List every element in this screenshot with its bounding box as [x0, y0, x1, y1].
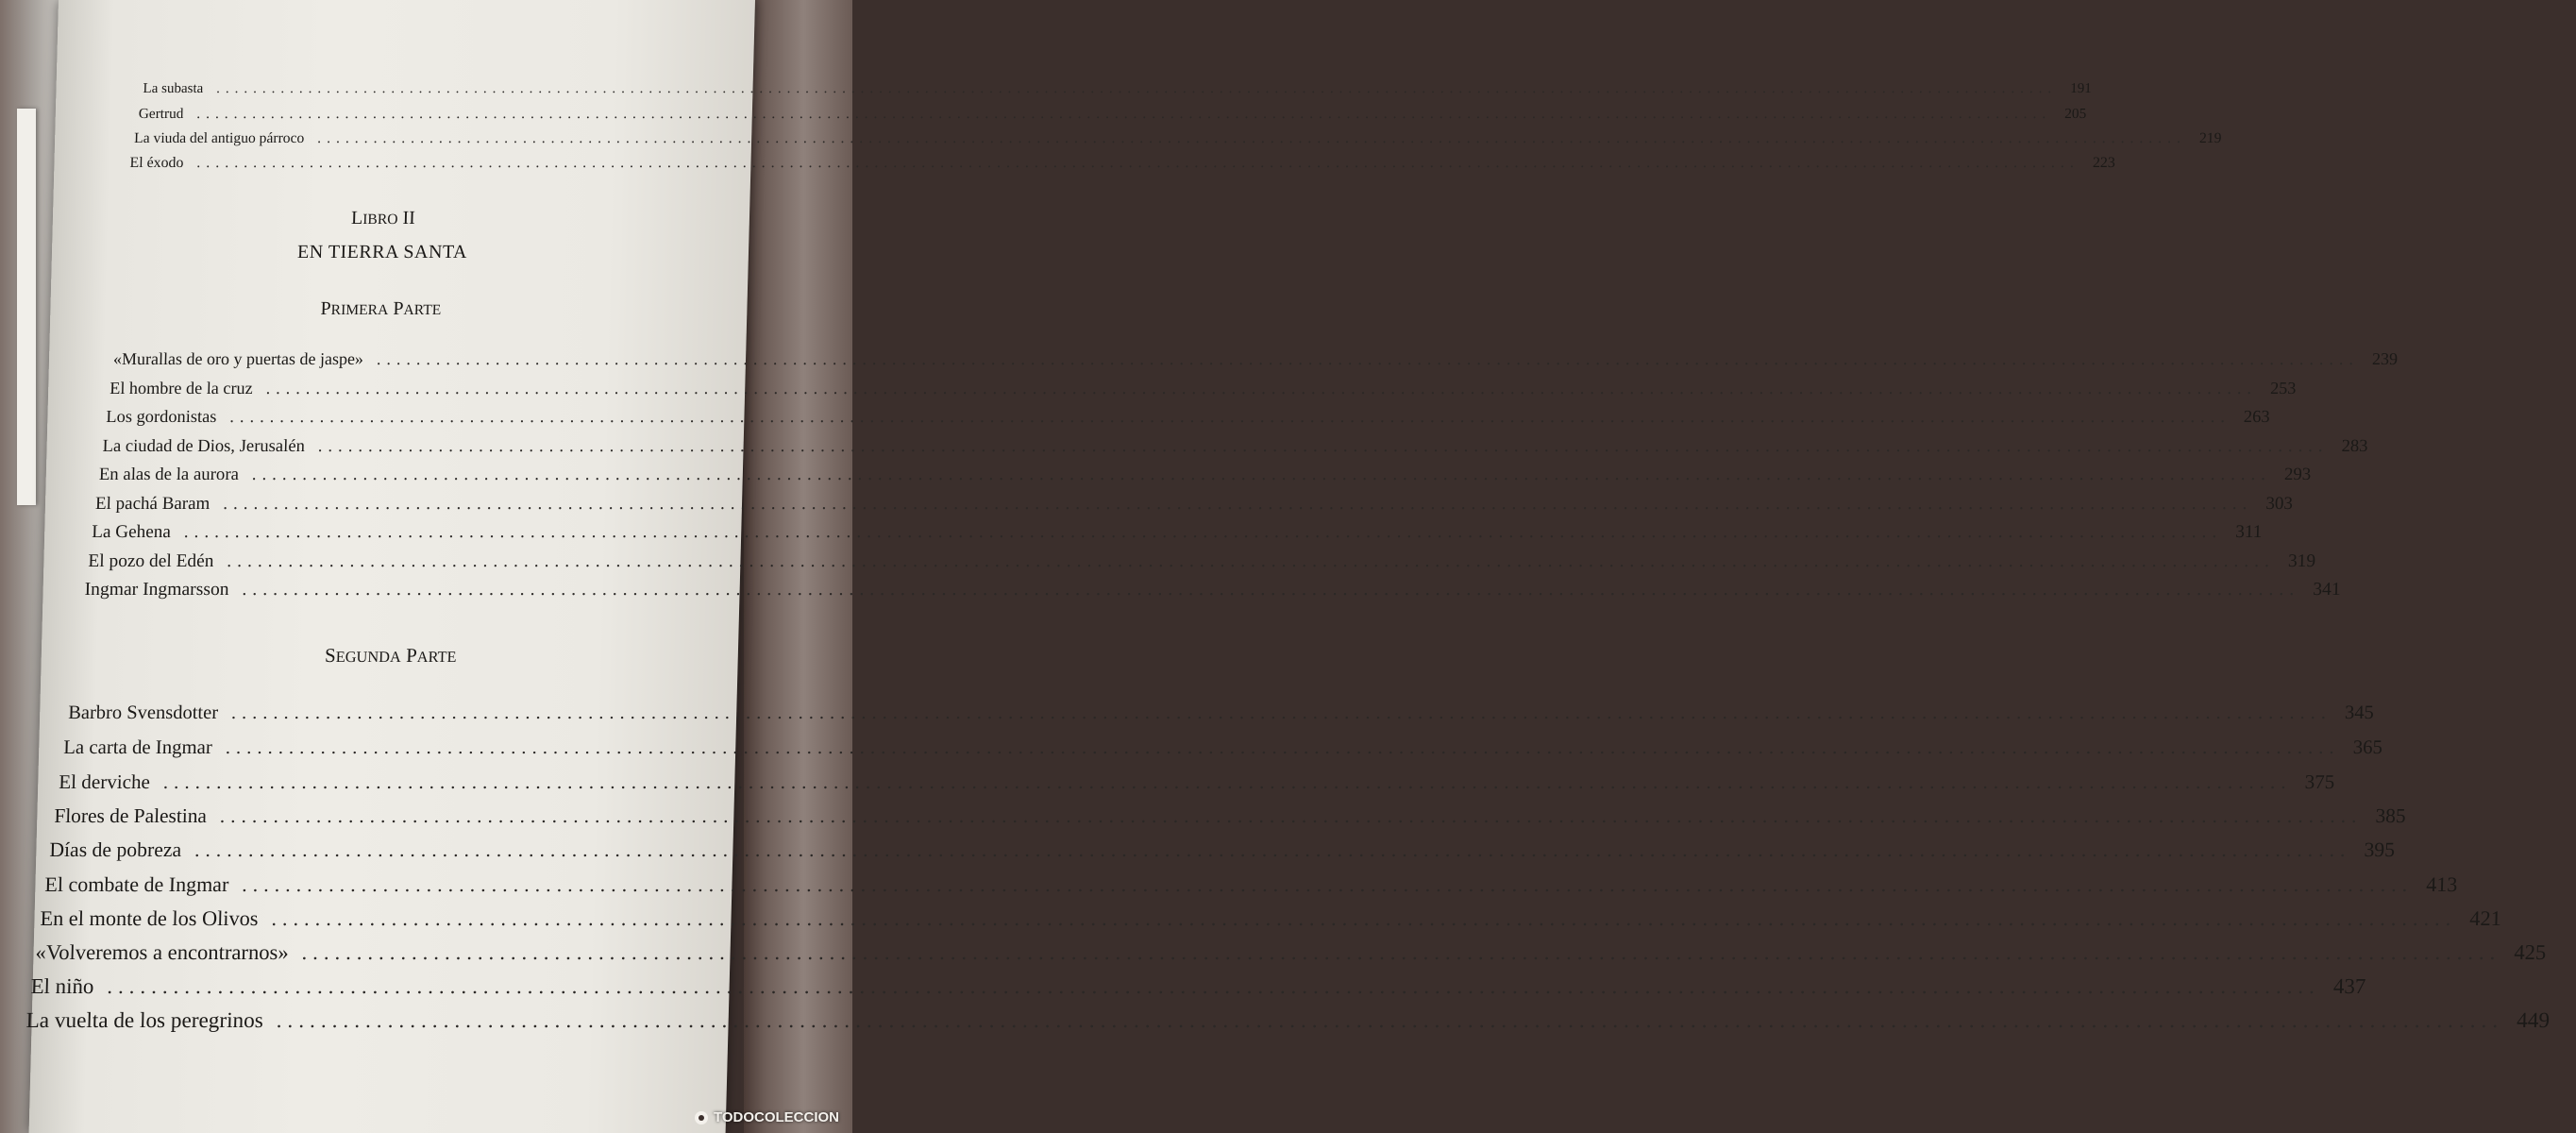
toc-entry: [49, 838, 2396, 862]
toc-page-number: 385: [2375, 804, 2406, 827]
toc-entry: [133, 130, 2222, 147]
toc-entry-title: La vuelta de los peregrinos: [25, 1008, 264, 1033]
toc-leader-dots: ........................................................................................................................................................................................................: [229, 407, 2231, 426]
toc-entry-title: La carta de Ingmar: [62, 736, 213, 758]
toc-leader-dots: ........................................................................................................................................................................................................: [196, 155, 2080, 171]
toc-entry-title: La ciudad de Dios, Jerusalén: [102, 435, 306, 456]
toc-entry: [129, 155, 2116, 172]
toc-page-number: 253: [2269, 378, 2297, 397]
toc-leader-dots: ........................................................................................................................................................................................................: [225, 736, 2341, 758]
toc-entry-title: El hombre de la cruz: [109, 378, 254, 397]
toc-entry: [106, 407, 2270, 427]
toc-entry: [94, 493, 2294, 515]
toc-entry-title: Ingmar Ingmarsson: [84, 580, 229, 600]
toc-entry-title: Barbro Svensdotter: [67, 702, 219, 723]
toc-page-number: 437: [2332, 974, 2366, 998]
toc-leader-dots: ........................................................................................................................................................................................................: [242, 580, 2300, 600]
toc-entry-title: En alas de la aurora: [98, 465, 240, 484]
toc-entry: [54, 804, 2406, 828]
toc-page-number: 303: [2265, 493, 2294, 514]
toc-entry-title: El éxodo: [129, 155, 184, 171]
toc-page-number: 345: [2344, 702, 2375, 723]
toc-entry-title: En el monte de los Olivos: [40, 906, 259, 930]
toc-entry: [88, 550, 2316, 572]
toc-page-number: 263: [2243, 407, 2270, 426]
toc-entry: [44, 872, 2458, 897]
book-subtitle: EN TIERRA SANTA: [296, 242, 468, 262]
toc-page-number: 283: [2341, 435, 2368, 456]
part2-heading: SEGUNDA PARTE: [324, 644, 457, 667]
toc-leader-dots: ........................................................................................................................................................................................................: [183, 522, 2223, 542]
toc-leader-dots: ........................................................................................................................................................................................................: [227, 550, 2276, 571]
toc-entry-title: «Murallas de oro y puertas de jaspe»: [112, 349, 364, 368]
toc-entry: [138, 106, 2087, 123]
toc-leader-dots: ........................................................................................................................................................................................................: [271, 906, 2457, 930]
toc-entry-title: El niño: [30, 974, 94, 998]
toc-entry-title: Gertrud: [138, 106, 184, 122]
toc-entry: [91, 522, 2263, 543]
toc-page-number: 223: [2092, 155, 2116, 171]
toc-entry: [40, 906, 2502, 931]
toc-entry-title: Los gordonistas: [106, 407, 217, 426]
toc-page-number: 293: [2283, 465, 2312, 484]
toc-entry: [109, 378, 2297, 398]
toc-entry: [84, 580, 2341, 600]
left-page-sliver: [17, 109, 36, 505]
toc-entry-title: El pachá Baram: [94, 493, 210, 514]
toc-entry-title: La subasta: [143, 81, 204, 96]
toc-entry-title: «Volveremos a encontrarnos»: [35, 940, 290, 964]
toc-leader-dots: ........................................................................................................................................................................................................: [317, 130, 2187, 146]
toc-entry-title: El combate de Ingmar: [44, 872, 229, 896]
toc-leader-dots: ........................................................................................................................................................................................................: [242, 872, 2414, 896]
toc-page-number: 191: [2070, 81, 2092, 96]
toc-entry: [98, 465, 2312, 485]
toc-entry: [35, 940, 2547, 965]
toc-leader-dots: ........................................................................................................................................................................................................: [376, 349, 2360, 368]
toc-entry-title: El pozo del Edén: [88, 550, 214, 571]
toc-page-number: 205: [2064, 106, 2087, 122]
toc-page-number: 311: [2234, 522, 2263, 542]
toc-entry: [143, 81, 2092, 97]
toc-leader-dots: ........................................................................................................................................................................................................: [107, 974, 2321, 998]
part1-heading: PRIMERA PARTE: [320, 298, 442, 319]
toc-leader-dots: ........................................................................................................................................................................................................: [196, 106, 2052, 122]
toc-leader-dots: ........................................................................................................................................................................................................: [317, 435, 2329, 456]
toc-page-number: 239: [2371, 349, 2399, 368]
toc-entry-title: La Gehena: [91, 522, 172, 542]
toc-page-number: 395: [2364, 838, 2396, 861]
book-heading: LIBRO II: [350, 208, 416, 228]
toc-entry: [67, 702, 2375, 724]
toc-page-number: 341: [2312, 580, 2341, 600]
toc-entry-title: Días de pobreza: [49, 838, 182, 861]
toc-page-number: 449: [2516, 1008, 2551, 1033]
toc-leader-dots: ........................................................................................................................................................................................................: [301, 940, 2501, 964]
toc-leader-dots: ........................................................................................................................................................................................................: [219, 804, 2363, 827]
toc-page-number: 421: [2469, 906, 2502, 930]
toc-leader-dots: ........................................................................................................................................................................................................: [216, 81, 2058, 96]
toc-entry-title: El derviche: [59, 770, 151, 793]
toc-entry: [30, 974, 2366, 999]
toc-page-number: 425: [2514, 940, 2547, 964]
toc-leader-dots: ........................................................................................................................................................................................................: [162, 770, 2292, 793]
toc-page-number: 365: [2352, 736, 2383, 758]
toc-page-number: 219: [2198, 130, 2222, 146]
toc-page-number: 319: [2287, 550, 2316, 571]
toc-leader-dots: ........................................................................................................................................................................................................: [230, 702, 2332, 723]
watermark-logo-icon: [695, 1111, 708, 1125]
toc-page-number: 375: [2304, 770, 2335, 793]
toc-leader-dots: ........................................................................................................................................................................................................: [194, 838, 2351, 861]
watermark: TODOCOLECCION: [695, 1109, 839, 1125]
toc-leader-dots: ........................................................................................................................................................................................................: [276, 1008, 2504, 1033]
toc-leader-dots: ........................................................................................................................................................................................................: [223, 493, 2253, 514]
toc-leader-dots: ........................................................................................................................................................................................................: [251, 465, 2272, 484]
toc-leader-dots: ........................................................................................................................................................................................................: [265, 378, 2258, 397]
toc-page-number: 413: [2426, 872, 2458, 896]
toc-entry: [59, 770, 2335, 794]
toc-entry: [112, 349, 2399, 369]
toc-entry-title: La viuda del antiguo párroco: [133, 130, 305, 146]
toc-entry: [102, 435, 2368, 457]
toc-entry: [62, 736, 2383, 759]
toc-entry: [25, 1008, 2551, 1034]
toc-entry-title: Flores de Palestina: [54, 804, 208, 827]
